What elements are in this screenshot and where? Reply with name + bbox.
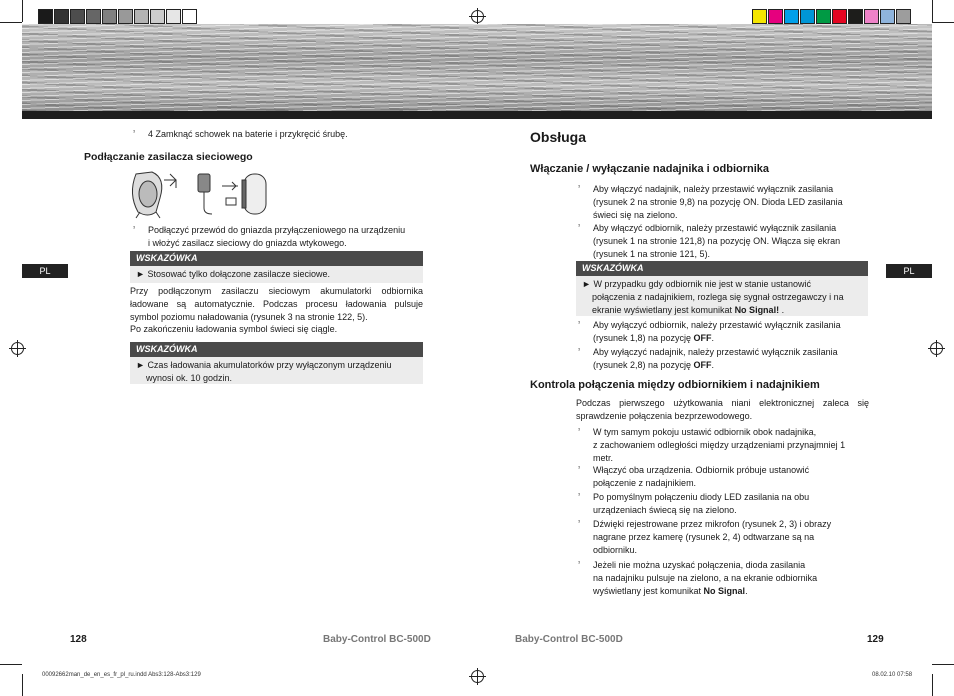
instruction-receiver-off [593, 319, 869, 345]
text-span: wyświetlany jest komunikat [593, 586, 704, 596]
crop-mark [22, 674, 23, 696]
crop-mark [932, 22, 954, 23]
no-signal-message: No Signal! [734, 305, 780, 315]
text-span: . [779, 305, 785, 315]
text-line: W tym samym pokoju ustawić odbiornik obok nadajnika, [593, 427, 817, 437]
gray-swatch [70, 9, 85, 24]
crop-mark [0, 22, 22, 23]
bullet: ᵓ [578, 224, 581, 230]
text-line: Włączyć oba urządzenia. Odbiornik próbuje ustanowić [593, 465, 810, 475]
text-line: nagrane przez kamerę (rysunek 2, 4) odtwarzane są na [593, 532, 815, 542]
text-line: urządzeniach świecą się na zielono. [593, 505, 737, 515]
text-line: z zachowaniem odległości między urządzeniami przynajmniej 1 [593, 440, 846, 450]
hint-body [130, 357, 423, 384]
step-turn-on [593, 464, 869, 490]
off-label: OFF [693, 360, 712, 370]
text-line: (rysunek 1 na stronie 121,8) na pozycję ON. Włącza się ekran [593, 236, 841, 246]
bullet: ᵓ [133, 130, 136, 136]
charging-line-2: ładowane są automatycznie. Podczas procesu ładowania pulsuje [130, 299, 423, 309]
hint-header: WSKAZÓWKA [130, 251, 423, 266]
hint-line-3 [582, 304, 868, 317]
footer-model-left: Baby-Control BC-500D [323, 634, 431, 645]
text-span: . [711, 360, 715, 370]
color-swatch [784, 9, 799, 24]
hint-body [130, 266, 423, 283]
gray-swatch [102, 9, 117, 24]
instruction-receiver-on [593, 222, 869, 261]
arrow-icon: ► [136, 269, 145, 279]
crop-mark [0, 664, 22, 665]
registration-mark-icon [930, 342, 943, 355]
color-swatch [896, 9, 911, 24]
hint-line-2: wynosi ok. 10 godzin. [146, 373, 233, 383]
text-span: (rysunek 1,8) na pozycję [593, 333, 694, 343]
text-line: Dźwięki rejestrowane przez mikrofon (rysunek 2, 3) i obrazy [593, 519, 832, 529]
footer-model-right: Baby-Control BC-500D [515, 634, 623, 645]
registration-mark-icon [11, 342, 24, 355]
bullet: ᵓ [578, 466, 581, 472]
bullet: ᵓ [578, 185, 581, 191]
connect-instruction [148, 224, 424, 250]
bullet: ᵓ [578, 493, 581, 499]
section-title-connection-check: Kontrola połączenia między odbiornikiem i nadajnikiem [530, 379, 820, 391]
crop-mark [22, 0, 23, 22]
color-swatch [800, 9, 815, 24]
file-slug: 00092662man_de_en_es_fr_pl_ru.indd Abs3:128-Abs3:129 [42, 672, 201, 678]
color-swatch [880, 9, 895, 24]
text-line: połączenie z nadajnikiem. [593, 478, 697, 488]
section-title-on-off: Włączanie / wyłączanie nadajnika i odbiornika [530, 163, 770, 175]
section-title-power-adapter: Podłączanie zasilacza sieciowego [84, 151, 253, 163]
language-tab-left: PL [22, 264, 68, 278]
text-line: Aby włączyć odbiornik, należy przestawić wyłącznik zasilania [593, 223, 837, 233]
text-line: Jeżeli nie można uzyskać połączenia, dioda zasilania [593, 560, 806, 570]
step-led-green [593, 491, 869, 517]
bullet: ᵓ [578, 348, 581, 354]
text-span: . [711, 333, 715, 343]
header-rule [22, 111, 932, 119]
crop-mark [932, 664, 954, 665]
step-4-text: 4 Zamknąć schowek na baterie i przykręcić śrubę. [148, 129, 348, 139]
gray-swatch [38, 9, 53, 24]
no-signal-message: No Signal [703, 586, 746, 596]
color-swatch [848, 9, 863, 24]
bullet: ᵓ [578, 520, 581, 526]
color-swatch [864, 9, 879, 24]
text-line: Po pomyślnym połączeniu diody LED zasilania na obu [593, 492, 810, 502]
hint-header: WSKAZÓWKA [130, 342, 423, 357]
gray-swatch [118, 9, 133, 24]
bullet: ᵓ [578, 321, 581, 327]
header-banner [22, 24, 932, 111]
connect-line-1: Podłączyć przewód do gniazda przyłączeniowego na urządzeniu [148, 225, 406, 235]
hint-line-2: połączenia z nadajnikiem, rozlega się sygnał ostrzegawczy i na [592, 292, 844, 302]
text-span: . [745, 586, 748, 596]
color-swatch [816, 9, 831, 24]
color-swatch [768, 9, 783, 24]
bullet: ᵓ [578, 428, 581, 434]
hint-body [576, 276, 868, 316]
text-line: odbiorniku. [593, 545, 638, 555]
charging-line-1: Przy podłączonym zasilaczu sieciowym akumulatorki odbiornika [130, 286, 423, 296]
off-label: OFF [693, 333, 712, 343]
text-line: Aby wyłączyć nadajnik, należy przestawić wyłącznik zasilania [593, 347, 838, 357]
gray-swatch [86, 9, 101, 24]
registration-mark-icon [471, 670, 484, 683]
text-span: ekranie wyświetlany jest komunikat [592, 305, 735, 315]
step-audio-video [593, 518, 869, 557]
arrow-icon: ► [582, 279, 591, 289]
gray-swatch [150, 9, 165, 24]
text-line: Aby włączyć nadajnik, należy przestawić wyłącznik zasilania [593, 184, 834, 194]
text-line [593, 585, 869, 598]
registration-mark-icon [471, 10, 484, 23]
text-line: (rysunek 1 na stronie 121, 5). [593, 249, 711, 259]
gray-swatch [182, 9, 197, 24]
bullet: ᵓ [133, 226, 136, 232]
gray-swatch [54, 9, 69, 24]
hint-line-1: Czas ładowania akumulatorków przy wyłączonym urządzeniu [147, 360, 392, 370]
text-line: metr. [593, 453, 614, 463]
step-place-devices [593, 426, 869, 465]
hint-text: Stosować tylko dołączone zasilacze sieciowe. [147, 269, 331, 279]
date-slug: 08.02.10 07:58 [872, 672, 913, 678]
text-line [593, 332, 869, 345]
charging-paragraph [130, 285, 423, 324]
instruction-transmitter-on [593, 183, 869, 222]
text-line: na nadajniku pulsuje na zielono, a na ekranie odbiornika [593, 573, 818, 583]
page-number-right: 129 [867, 634, 884, 645]
text-line: Podczas pierwszego użytkowania niani elektronicznej zaleca się [576, 398, 869, 408]
connection-intro [576, 397, 869, 423]
text-line [593, 359, 869, 372]
crop-mark [932, 0, 933, 22]
gray-swatch [134, 9, 149, 24]
text-line: sprawdzenie połączenia bezprzewodowego. [576, 411, 753, 421]
text-span: (rysunek 2,8) na pozycję [593, 360, 694, 370]
page-number-left: 128 [70, 634, 87, 645]
hint-header: WSKAZÓWKA [576, 261, 868, 276]
color-swatch [832, 9, 847, 24]
language-tab-right: PL [886, 264, 932, 278]
charging-line-3: symbol poziomu naładowania (rysunek 3 na stronie 122, 5). [130, 312, 368, 322]
text-line: Aby wyłączyć odbiornik, należy przestawić wyłącznik zasilania [593, 320, 841, 330]
arrow-icon: ► [136, 360, 145, 370]
instruction-transmitter-off [593, 346, 869, 372]
gray-swatch [166, 9, 181, 24]
step-no-connection [593, 559, 869, 598]
bullet: ᵓ [578, 561, 581, 567]
text-line: świeci się na zielono. [593, 210, 678, 220]
text-line: (rysunek 2 na stronie 9,8) na pozycję ON. Dioda LED zasilania [593, 197, 843, 207]
connect-line-2: i włożyć zasilacz sieciowy do gniazda wtykowego. [148, 238, 347, 248]
power-adapter-illustration [126, 168, 272, 220]
hint-line-1: W przypadku gdy odbiornik nie jest w stanie ustanowić [593, 279, 812, 289]
crop-mark [932, 674, 933, 696]
chapter-title: Obsługa [530, 129, 587, 145]
color-swatch [752, 9, 767, 24]
charging-complete-text: Po zakończeniu ładowania symbol świeci się ciągle. [130, 324, 338, 334]
